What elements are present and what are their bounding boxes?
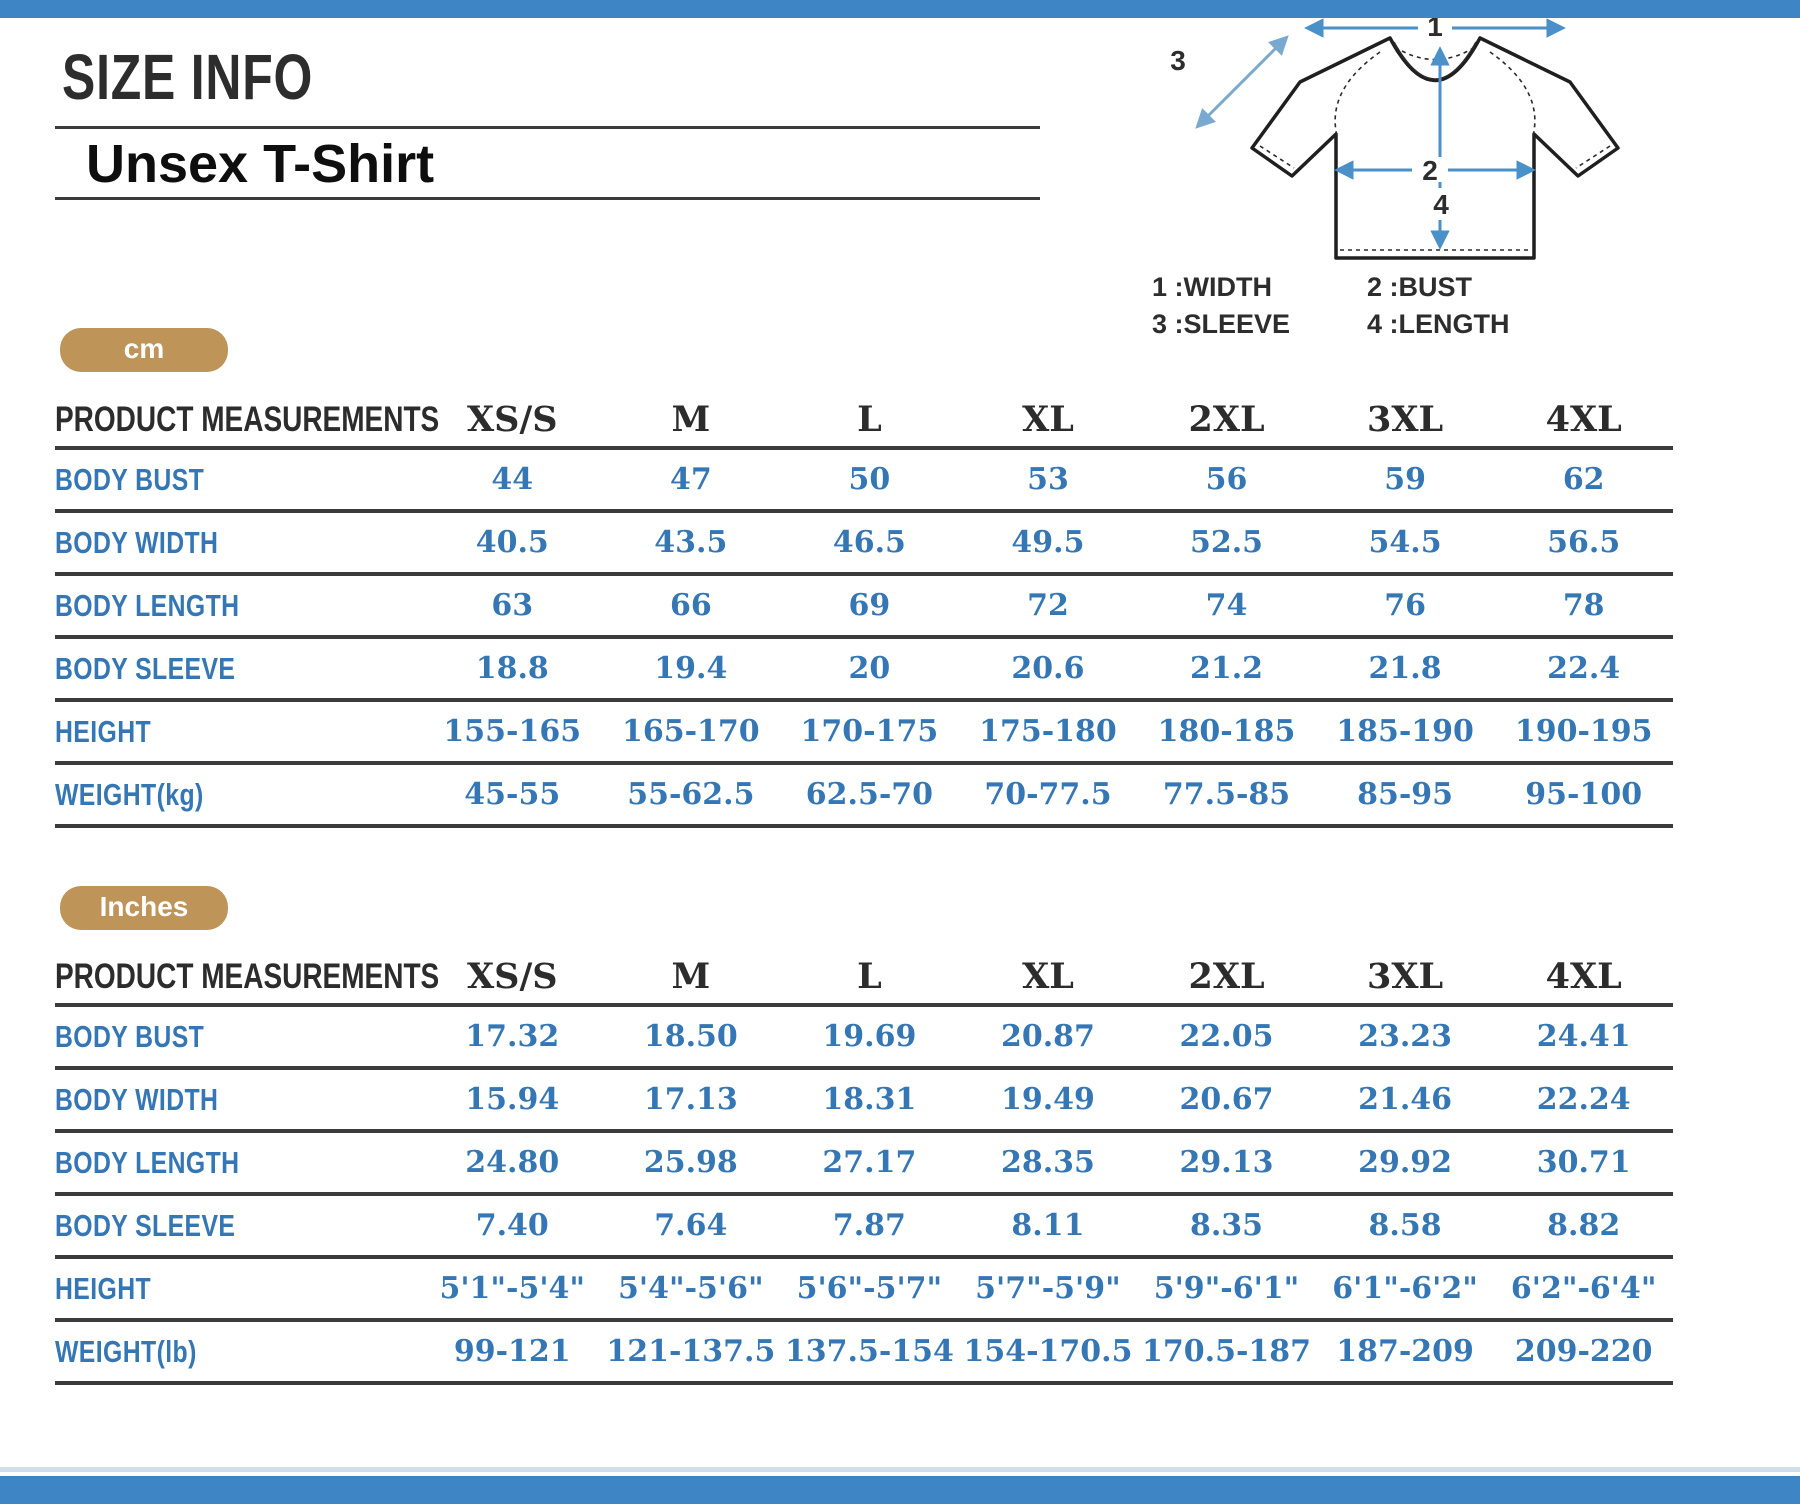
value-cell: 24.80 <box>423 1131 602 1194</box>
size-column-header: 2XL <box>1137 950 1316 1005</box>
size-column-header: 3XL <box>1316 393 1495 448</box>
row-label <box>55 1005 423 1068</box>
value-cell: 29.92 <box>1316 1131 1495 1194</box>
row-label <box>55 1068 423 1131</box>
value-cell: 17.32 <box>423 1005 602 1068</box>
value-cell: 6'2"-6'4" <box>1494 1257 1673 1320</box>
value-cell: 62 <box>1494 448 1673 511</box>
size-column-header: XL <box>959 950 1138 1005</box>
value-cell: 53 <box>959 448 1138 511</box>
value-cell: 8.58 <box>1316 1194 1495 1257</box>
value-cell: 21.46 <box>1316 1068 1495 1131</box>
value-cell: 15.94 <box>423 1068 602 1131</box>
value-cell: 52.5 <box>1137 511 1316 574</box>
size-column-header: XS/S <box>423 393 602 448</box>
bottom-light-line <box>0 1467 1800 1472</box>
row-label-text: BODY LENGTH <box>55 587 240 623</box>
table-row <box>55 763 1673 826</box>
tshirt-outline <box>1252 38 1618 258</box>
value-cell: 21.2 <box>1137 637 1316 700</box>
value-cell: 85-95 <box>1316 763 1495 826</box>
value-cell: 8.11 <box>959 1194 1138 1257</box>
bottom-accent-bar <box>0 1476 1800 1504</box>
value-cell: 17.13 <box>602 1068 781 1131</box>
size-column-header: L <box>780 950 959 1005</box>
value-cell: 72 <box>959 574 1138 637</box>
value-cell: 46.5 <box>780 511 959 574</box>
value-cell: 50 <box>780 448 959 511</box>
marker-3-sleeve: 3 <box>1170 45 1186 76</box>
value-cell: 18.31 <box>780 1068 959 1131</box>
value-cell: 165-170 <box>602 700 781 763</box>
product-name: Unsex T-Shirt <box>86 134 435 194</box>
size-column-header: XS/S <box>423 950 602 1005</box>
value-cell: 70-77.5 <box>959 763 1138 826</box>
value-cell: 56.5 <box>1494 511 1673 574</box>
divider-line <box>55 197 1040 200</box>
row-label-text: BODY WIDTH <box>55 524 219 560</box>
legend-row <box>1152 309 1622 340</box>
size-column-header: 4XL <box>1494 950 1673 1005</box>
table-row <box>55 637 1673 700</box>
table-row <box>55 1131 1673 1194</box>
value-cell: 175-180 <box>959 700 1138 763</box>
value-cell: 155-165 <box>423 700 602 763</box>
value-cell: 74 <box>1137 574 1316 637</box>
value-cell: 180-185 <box>1137 700 1316 763</box>
row-label-text: BODY SLEEVE <box>55 650 236 686</box>
value-cell: 19.4 <box>602 637 781 700</box>
value-cell: 66 <box>602 574 781 637</box>
table-row <box>55 1257 1673 1320</box>
measurements-column-header <box>55 950 440 1005</box>
value-cell: 54.5 <box>1316 511 1495 574</box>
value-cell: 190-195 <box>1494 700 1673 763</box>
value-cell: 5'6"-5'7" <box>780 1257 959 1320</box>
sleeve-arrow <box>1198 38 1286 126</box>
row-label-text: HEIGHT <box>55 713 152 749</box>
size-column-header: M <box>602 950 781 1005</box>
value-cell: 5'4"-5'6" <box>602 1257 781 1320</box>
column-header-text: PRODUCT MEASUREMENTS <box>55 399 440 439</box>
value-cell: 7.40 <box>423 1194 602 1257</box>
value-cell: 170-175 <box>780 700 959 763</box>
row-label-text: HEIGHT <box>55 1270 152 1306</box>
value-cell: 40.5 <box>423 511 602 574</box>
legend-entry: 4 :LENGTH <box>1367 309 1510 339</box>
value-cell: 63 <box>423 574 602 637</box>
size-column-header: M <box>602 393 781 448</box>
value-cell: 5'9"-6'1" <box>1137 1257 1316 1320</box>
row-label <box>55 448 423 511</box>
value-cell: 77.5-85 <box>1137 763 1316 826</box>
row-label-text: WEIGHT(lb) <box>55 1333 197 1369</box>
value-cell: 47 <box>602 448 781 511</box>
value-cell: 185-190 <box>1316 700 1495 763</box>
value-cell: 5'1"-5'4" <box>423 1257 602 1320</box>
value-cell: 22.4 <box>1494 637 1673 700</box>
value-cell: 29.13 <box>1137 1131 1316 1194</box>
table-row <box>55 1194 1673 1257</box>
value-cell: 18.8 <box>423 637 602 700</box>
value-cell: 22.05 <box>1137 1005 1316 1068</box>
value-cell: 19.49 <box>959 1068 1138 1131</box>
row-label <box>55 574 423 637</box>
row-label <box>55 1257 423 1320</box>
size-column-header: 2XL <box>1137 393 1316 448</box>
size-column-header: 3XL <box>1316 950 1495 1005</box>
value-cell: 44 <box>423 448 602 511</box>
value-cell: 187-209 <box>1316 1320 1495 1383</box>
value-cell: 45-55 <box>423 763 602 826</box>
value-cell: 43.5 <box>602 511 781 574</box>
value-cell: 18.50 <box>602 1005 781 1068</box>
row-label-text: BODY LENGTH <box>55 1144 240 1180</box>
value-cell: 7.64 <box>602 1194 781 1257</box>
page-title: SIZE INFO <box>62 41 314 113</box>
value-cell: 8.35 <box>1137 1194 1316 1257</box>
table-row <box>55 1005 1673 1068</box>
row-label-text: BODY WIDTH <box>55 1081 219 1117</box>
value-cell: 137.5-154 <box>780 1320 959 1383</box>
value-cell: 20.6 <box>959 637 1138 700</box>
value-cell: 25.98 <box>602 1131 781 1194</box>
measurements-column-header <box>55 393 440 448</box>
value-cell: 76 <box>1316 574 1495 637</box>
top-accent-bar <box>0 0 1800 18</box>
table-row <box>55 448 1673 511</box>
value-cell: 59 <box>1316 448 1495 511</box>
value-cell: 20.67 <box>1137 1068 1316 1131</box>
row-label-text: BODY BUST <box>55 461 205 497</box>
value-cell: 99-121 <box>423 1320 602 1383</box>
value-cell: 28.35 <box>959 1131 1138 1194</box>
table-row <box>55 574 1673 637</box>
row-label <box>55 1320 423 1383</box>
value-cell: 20 <box>780 637 959 700</box>
legend-entry: 2 :BUST <box>1367 272 1473 302</box>
value-cell: 24.41 <box>1494 1005 1673 1068</box>
row-label <box>55 700 423 763</box>
row-label <box>55 637 423 700</box>
value-cell: 69 <box>780 574 959 637</box>
value-cell: 30.71 <box>1494 1131 1673 1194</box>
size-table-inches <box>55 950 1673 1385</box>
value-cell: 5'7"-5'9" <box>959 1257 1138 1320</box>
marker-2-bust: 2 <box>1422 155 1438 186</box>
column-header-text: PRODUCT MEASUREMENTS <box>55 956 440 996</box>
value-cell: 19.69 <box>780 1005 959 1068</box>
row-label <box>55 1131 423 1194</box>
value-cell: 6'1"-6'2" <box>1316 1257 1495 1320</box>
value-cell: 21.8 <box>1316 637 1495 700</box>
value-cell: 20.87 <box>959 1005 1138 1068</box>
unit-badge-inches: Inches <box>60 886 228 930</box>
legend-row <box>1152 272 1622 303</box>
value-cell: 7.87 <box>780 1194 959 1257</box>
value-cell: 49.5 <box>959 511 1138 574</box>
value-cell: 23.23 <box>1316 1005 1495 1068</box>
size-column-header: XL <box>959 393 1138 448</box>
table-row <box>55 700 1673 763</box>
measurement-legend <box>1152 272 1622 346</box>
row-label-text: BODY SLEEVE <box>55 1207 236 1243</box>
value-cell: 154-170.5 <box>959 1320 1138 1383</box>
value-cell: 78 <box>1494 574 1673 637</box>
value-cell: 8.82 <box>1494 1194 1673 1257</box>
value-cell: 55-62.5 <box>602 763 781 826</box>
value-cell: 62.5-70 <box>780 763 959 826</box>
size-column-header: 4XL <box>1494 393 1673 448</box>
row-label <box>55 511 423 574</box>
value-cell: 27.17 <box>780 1131 959 1194</box>
value-cell: 121-137.5 <box>602 1320 781 1383</box>
table-row <box>55 1068 1673 1131</box>
table-row <box>55 1320 1673 1383</box>
marker-1-width: 1 <box>1427 18 1443 42</box>
tshirt-measurement-diagram <box>1140 18 1630 268</box>
value-cell: 22.24 <box>1494 1068 1673 1131</box>
size-column-header: L <box>780 393 959 448</box>
unit-badge-cm: cm <box>60 328 228 372</box>
size-table-cm <box>55 393 1673 828</box>
row-label-text: WEIGHT(kg) <box>55 776 204 812</box>
divider-line <box>55 126 1040 129</box>
marker-4-length: 4 <box>1433 189 1449 220</box>
value-cell: 56 <box>1137 448 1316 511</box>
table-row <box>55 511 1673 574</box>
value-cell: 209-220 <box>1494 1320 1673 1383</box>
row-label-text: BODY BUST <box>55 1018 205 1054</box>
legend-entry: 3 :SLEEVE <box>1152 309 1291 339</box>
row-label <box>55 1194 423 1257</box>
value-cell: 95-100 <box>1494 763 1673 826</box>
value-cell: 170.5-187 <box>1137 1320 1316 1383</box>
legend-entry: 1 :WIDTH <box>1152 272 1272 302</box>
row-label <box>55 763 423 826</box>
